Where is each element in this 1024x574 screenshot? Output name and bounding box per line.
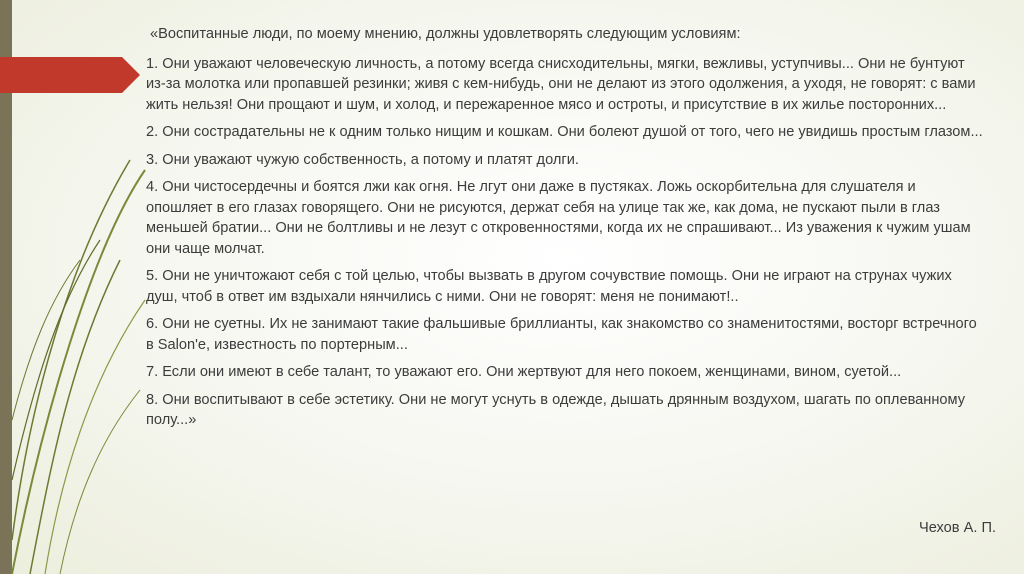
quote-point-5: 5. Они не уничтожают себя с той целью, чтобы вызвать в другом сочувствие помощь. Они не играют на струнах чужих душ, чтоб в ответ им вздыхали нянчились с ними. Они не говорят: меня не понимают!.. bbox=[146, 268, 952, 305]
quote-text-block bbox=[146, 24, 986, 438]
quote-author: Чехов А. П. bbox=[919, 520, 996, 536]
quote-point-2: 2. Они сострадательны не к одним только нищим и кошкам. Они болеют душой от того, чего не увидишь простым глазом... bbox=[146, 124, 983, 140]
red-arrow-shape bbox=[0, 57, 150, 93]
quote-point-8: 8. Они воспитывают в себе эстетику. Они не могут уснуть в одежде, дышать дрянным воздухом, шагать по оплеванному полу...» bbox=[146, 391, 966, 428]
quote-point-3: 3. Они уважают чужую собственность, а потому и платят долги. bbox=[146, 151, 579, 168]
quote-intro: «Воспитанные люди, по моему мнению, должны удовлетворять следующим условиям: bbox=[150, 26, 741, 42]
quote-point-4: 4. Они чистосердечны и боятся лжи как огня. Не лгут они даже в пустяках. Ложь оскорбительна для слушателя и опошляет в его глазах говорящего. Они не рисуются, держат себя на улице так же, как дома, не пускают пыли в глаз меньшей братии... Они не болтливы и не лезут с откровенностями, когда их не спрашивают... Из уважения к чужим ушам они чаще молчат. bbox=[146, 179, 971, 257]
quote-point-6: 6. Они не суетны. Их не занимают такие фальшивые бриллианты, как знакомство со знаменитостями, восторг встречного в Salon'е, известность по портерным... bbox=[146, 316, 977, 353]
quote-point-1: 1. Они уважают человеческую личность, а потому всегда снисходительны, мягки, вежливы, уступчивы... Они не бунтуют из-за молотка или пропавшей резинки; живя с кем-нибудь, они не делают из этого одолжения, а уходя, не говорят: с вами жить нельзя! Они прощают и шум, и холод, и пережаренное мясо и остроты, и присутствие в их жилье посторонних... bbox=[146, 55, 976, 113]
quote-point-7: 7. Если они имеют в себе талант, то уважают его. Они жертвуют для него покоем, женщинами, вином, суетой... bbox=[146, 364, 902, 380]
